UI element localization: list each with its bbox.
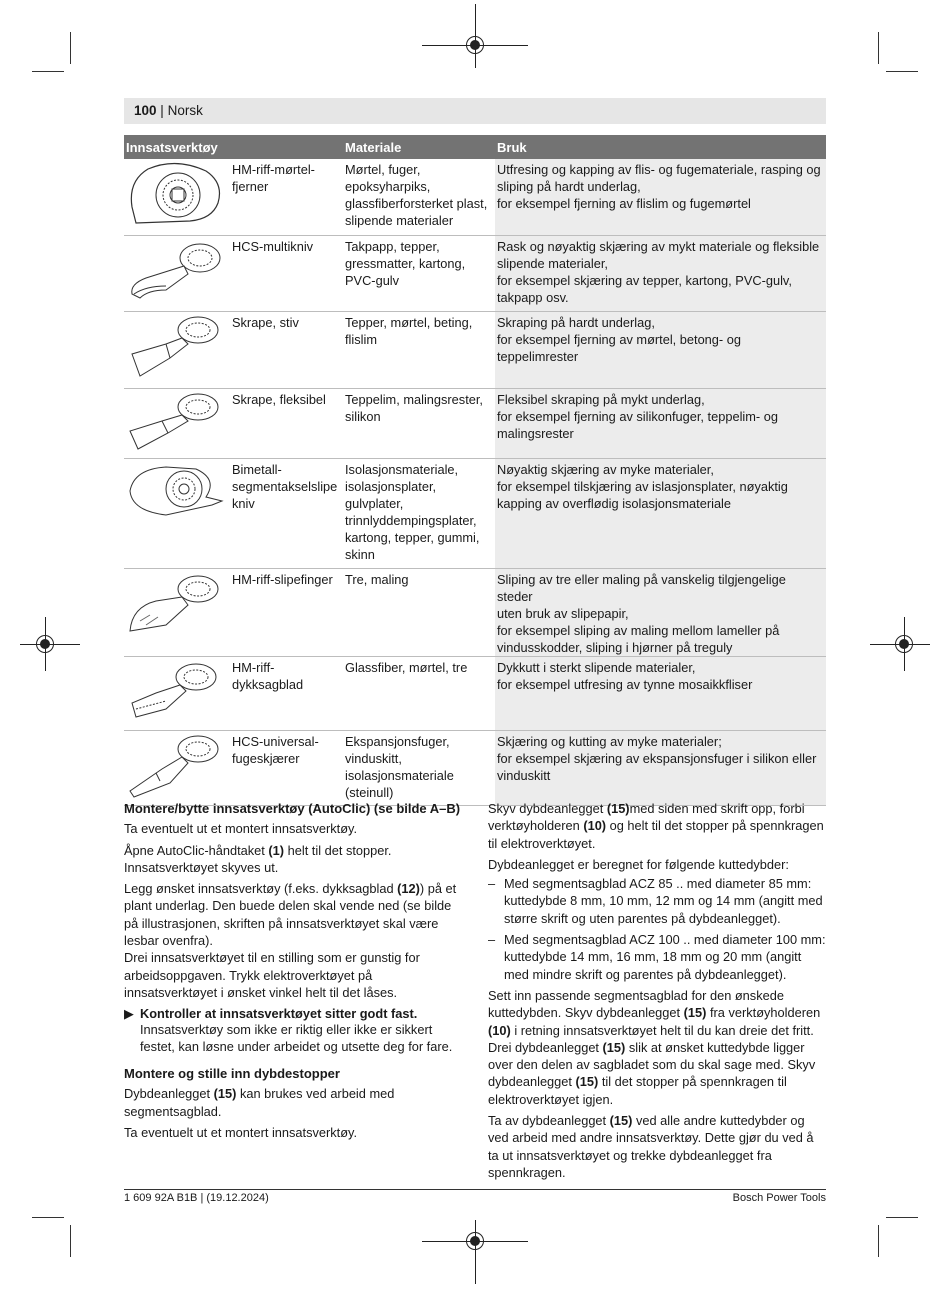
tool-name: Skrape, fleksibel [230,389,343,459]
text: helt til det stopper. [284,842,392,858]
tool-name: HCS-multikniv [230,236,343,312]
tools-table [124,135,826,806]
table-header-row [124,135,826,159]
ref-number: (1) [268,842,285,858]
paragraph [488,987,826,1108]
table-row [124,657,826,731]
text: ) på et plant underlag. Den buede delen skal vende ned (se bilde på illustrasjonen, skriften på innsatsverktøyet skal være lesbar ovenfra). [124,881,457,949]
tool-material: Isolasjonsmateriale, isolasjonsplater, gulvplater, trinnlyddempingsplater, kartong, tepper, gummi, skinn [343,459,495,569]
ref-number: (12) [397,881,420,897]
tool-image-cell [124,312,230,389]
section-heading-autoclic: Montere/bytte innsatsverktøy (AutoClic) (se bilde A–B) [124,801,461,816]
text: Legg ønsket innsatsverktøy (f.eks. dykksagblad [124,881,398,897]
header-language: Norsk [167,103,203,118]
registration-target-icon [466,1232,484,1250]
bullet-arrow-icon: ▶ [124,1006,134,1022]
tool-image-cell [124,657,230,731]
crop-mark [886,1217,918,1218]
crop-mark [878,1225,879,1257]
tool-material: Tepper, mørtel, beting, flislim [343,312,495,389]
tool-use: Skjæring og kutting av myke materialer; for eksempel skjæring av ekspansjonsfuger i silikon eller vinduskitt [495,731,826,806]
page-header [124,98,826,124]
header-separator: | [160,103,164,118]
dash-marker: – [488,932,496,948]
paragraph: Ta eventuelt ut et montert innsatsverktøy. [124,1125,358,1141]
ref-number: (15) [609,1113,633,1129]
paragraph: Ta eventuelt ut et montert innsatsverktøy. [124,821,358,837]
rigid-scraper-icon [126,314,226,380]
safety-bullet [124,1005,464,1022]
flexible-scraper-icon [126,391,226,451]
ref-number: (10) [488,1022,511,1038]
text: kan brukes ved arbeid med segmentsagblad. [124,1086,395,1119]
text: slik at ønsket kuttedybde ligger over den delen av sagbladet som du skal sage med. Skyv dybdeanlegget [488,1039,816,1090]
tool-use: Utfresing og kapping av flis- og fugemateriale, rasping og sliping på hardt underlag, for eksempel fjerning av flislim og fugemørtel [495,159,826,236]
tool-material: Mørtel, fuger, epoksyharpiks, glassfiberforsterket plast, slipende materialer [343,159,495,236]
list-item [488,875,826,927]
tool-name: HM-riff-slipefinger [230,569,343,657]
paragraph [124,880,464,949]
tool-use: Skraping på hardt underlag, for eksempel fjerning av mørtel, betong- og teppelimrester [495,312,826,389]
page-number: 100 [134,103,157,118]
crop-mark [878,32,879,64]
table-row [124,459,826,569]
registration-target-icon [466,36,484,54]
crop-mark [32,71,64,72]
crop-mark [32,1217,64,1218]
footer-document-id: 1 609 92A B1B | (19.12.2024) [124,1192,269,1204]
tool-image-cell [124,389,230,459]
bullet-text: Kontroller at innsatsverktøyet sitter godt fast. [140,1006,418,1022]
segment-blade-round-icon [126,161,226,227]
text: i retning innsatsverktøyet helt til du kan dreie det fritt. Drei dybdeanlegget [488,1022,814,1055]
registration-target-icon [895,635,913,653]
sanding-finger-icon [126,571,226,637]
tool-name: HM-riff- dykksagblad [230,657,343,731]
text: til det stopper på spennkragen til elektroverktøyet igjen. [488,1074,787,1107]
tool-material: Teppelim, malingsrester, silikon [343,389,495,459]
paragraph: Drei innsatsverktøyet til en stilling som er gunstig for arbeidsoppgaven. Trykk elektroverktøyet på innsatsverktøyet i ønsket vinkel helt til det låses. [124,950,420,1000]
header-tool: Innsatsverktøy [124,135,343,159]
tool-use: Rask og nøyaktig skjæring av mykt materiale og fleksible slipende materialer, for eksempel skjæring av tepper, kartong, PVC-gulv, takpapp osv. [495,236,826,312]
table-row [124,312,826,389]
footer-brand: Bosch Power Tools [732,1192,826,1204]
ref-number: (15) [575,1074,599,1090]
tool-image-cell [124,236,230,312]
text: Dybdeanlegget [124,1086,214,1102]
tool-image-cell [124,731,230,806]
warning-text: Innsatsverktøy som ikke er riktig eller ikke er sikkert festet, kan løsne under arbeidet og utsette deg for fare. [140,1021,453,1054]
text: Skyv dybdeanlegget [488,801,607,816]
paragraph: Dybdeanlegget er beregnet for følgende kuttedybder: [488,856,789,872]
table-row [124,731,826,806]
right-column [488,800,826,1185]
text: Sett inn passende segmentsagblad for den ønskede kuttedybden. Skyv dybdeanlegget [488,987,784,1021]
page-label [134,103,203,118]
table-row [124,569,826,657]
tool-use: Fleksibel skraping på mykt underlag, for eksempel fjerning av silikonfuger, teppelim- og malingsrester [495,389,826,459]
tool-use: Sliping av tre eller maling på vanskelig tilgjengelige steder uten bruk av slipepapir, for eksempel sliping av maling mellom lameller på vindusskodder, sliping i hjørner på treguly [495,569,826,657]
tool-name: Skrape, stiv [230,312,343,389]
text: Ta av dybdeanlegget [488,1113,610,1129]
ref-number: (15) [602,1039,626,1055]
registration-target-icon [36,635,54,653]
paragraph [488,800,826,852]
paragraph [488,1112,826,1181]
plunge-blade-icon [126,659,226,723]
crop-mark [70,1225,71,1257]
paragraph [124,842,464,859]
header-material: Materiale [343,135,495,159]
list-item [488,931,826,983]
text: og helt til det stopper på spennkragen til elektroverktøyet. [488,818,824,851]
ref-number: (15) [213,1086,237,1102]
crop-mark [70,32,71,64]
table-row [124,236,826,312]
tool-name: HCS-universal- fugeskjærer [230,731,343,806]
tool-image-cell [124,569,230,657]
header-use: Bruk [495,135,826,159]
tool-material: Ekspansjonsfuger, vinduskitt, isolasjonsmateriale (steinull) [343,731,495,806]
text: med siden med skrift opp, forbi verktøyholderen [488,801,805,834]
dash-marker: – [488,876,496,892]
bimetal-segment-knife-icon [126,461,226,521]
tool-material: Tre, maling [343,569,495,657]
crop-mark [886,71,918,72]
tool-name: HM-riff-mørtel- fjerner [230,159,343,236]
universal-joint-cutter-icon [126,733,226,799]
registration-line [475,1220,476,1284]
tool-use: Nøyaktig skjæring av myke materialer, for eksempel tilskjæring av islasjonsplater, nøyaktig kapping av overflødig isolasjonsmateriale [495,459,826,569]
tool-material: Takpapp, tepper, gressmatter, kartong, PVC-gulv [343,236,495,312]
list-item-text: Med segmentsagblad ACZ 85 .. med diameter 85 mm: kuttedybde 8 mm, 10 mm, 12 mm og 14 mm (angitt med større skrift og uten parentes på dybdeanlegget). [504,876,823,926]
text: ved alle andre kuttedybder og ved arbeid med andre innsatsverktøy. Dette gjør du ved å ta ut innsatsverktøyet og trekke dybdeanlegget fra spennkragen. [488,1113,814,1180]
tool-name: Bimetall- segmentakselslipe kniv [230,459,343,569]
tool-image-cell [124,159,230,236]
ref-number: (15) [683,1005,707,1021]
table-row [124,159,826,236]
tool-material: Glassfiber, mørtel, tre [343,657,495,731]
table-row [124,389,826,459]
section-heading-depth-stop: Montere og stille inn dybdestopper [124,1066,340,1082]
paragraph: Innsatsverktøyet skyves ut. [124,859,279,875]
footer-divider [124,1189,826,1190]
text: Åpne AutoClic-håndtaket [124,842,269,858]
list-item-text: Med segmentsagblad ACZ 100 .. med diameter 100 mm: kuttedybde 14 mm, 16 mm, 18 mm og 20 mm (angitt med mindre skrift og parentes på dybdeanlegget). [504,932,826,982]
tool-image-cell [124,459,230,569]
ref-number: (10) [583,818,607,834]
multiknife-blade-icon [126,238,226,304]
left-column [124,800,464,1145]
paragraph [124,1085,464,1120]
ref-number: (15) [606,801,630,816]
tool-use: Dykkutt i sterkt slipende materialer, for eksempel utfresing av tynne mosaikkfliser [495,657,826,731]
text: fra verktøyholderen [706,1005,821,1021]
